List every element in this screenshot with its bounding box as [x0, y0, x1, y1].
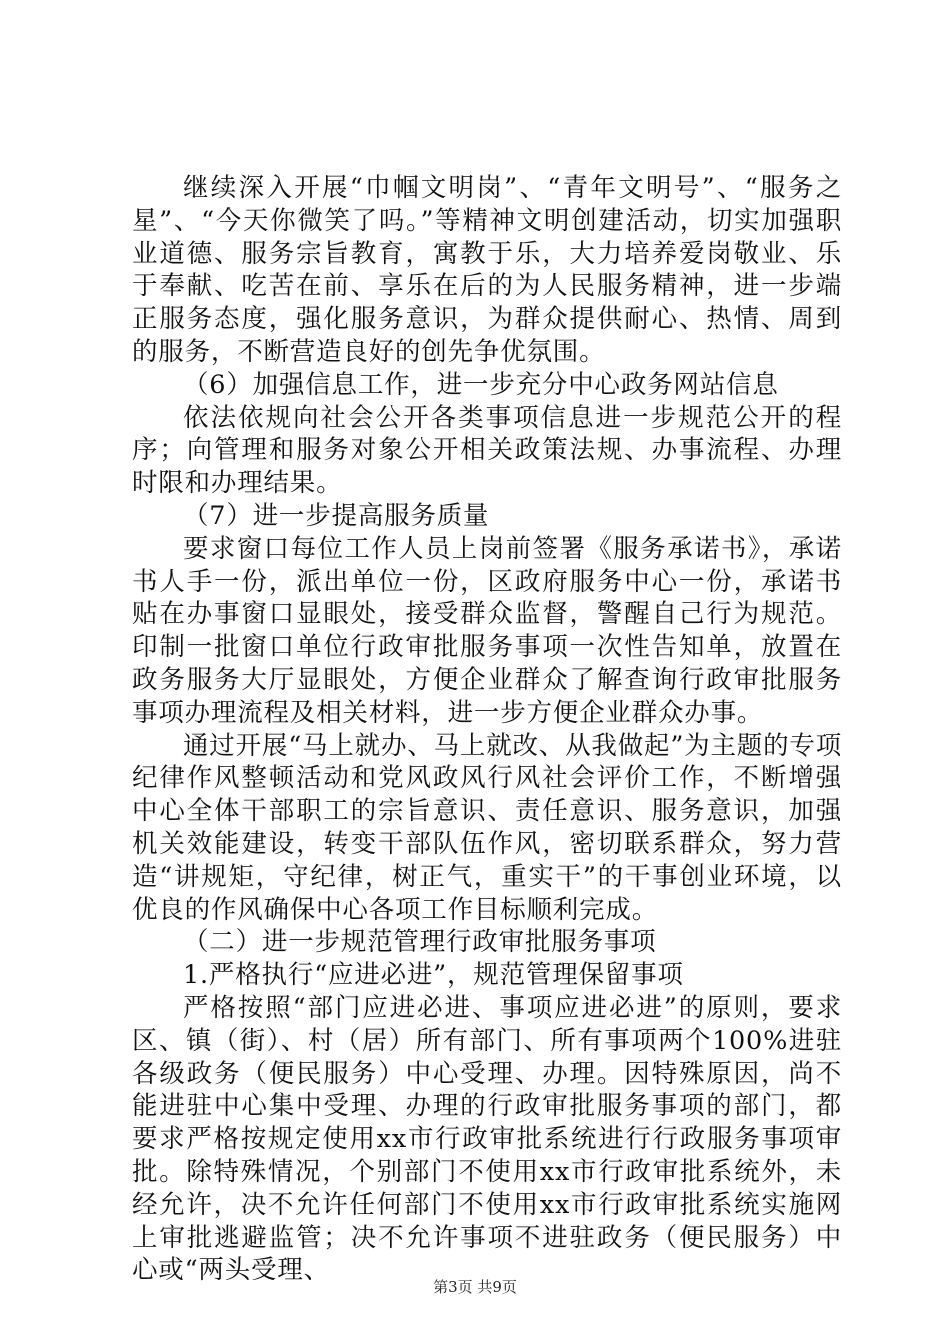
paragraph-information-disclosure: 依法依规向社会公开各类事项信息进一步规范公开的程序；向管理和服务对象公开相关政策法规、办事流程、办理时限和办理结果。	[132, 402, 842, 499]
heading-approval-management: （二）进一步规范管理行政审批服务事项	[183, 927, 657, 958]
paragraph-civilization-activities: 继续深入开展“巾帼文明岗”、“青年文明号”、“服务之星”、“今天你微笑了吗。”等精神文明创建活动，切实加强职业道德、服务宗旨教育，寓教于乐，大力培养爱岗敬业、乐于奉献、吃苦在前、享乐在后的为人民服务精神，进一步端正服务态度，强化服务意识，为群众提供耐心、热情、周到的服务，不断营造良好的创先争优氛围。	[132, 173, 842, 367]
paragraph-approval-system: 严格按照“部门应进必进、事项应进必进”的原则，要求区、镇（街）、村（居）所有部门、所有事项两个100%进驻各级政务（便民服务）中心受理、办理。因特殊原因，尚不能进驻中心集中受理、办理的行政审批服务事项的部门，都要求严格按规定使用xx市行政审批系统进行行政服务事项审批。除特殊情况，个别部门不使用xx市行政审批系统外，未经允许，决不允许任何部门不使用xx市行政审批系统实施网上审批逃避监管；决不允许事项不进驻政务（便民服务）中心或“两头受理、	[132, 992, 842, 1286]
paragraph-discipline-rectification: 通过开展“马上就办、马上就改、从我做起”为主题的专项纪律作风整顿活动和党风政风行风社会评价工作，不断增强中心全体干部职工的宗旨意识、责任意识、服务意识，加强机关效能建设，转变干部队伍作风，密切联系群众，努力营造“讲规矩，守纪律，树正气，重实干”的干事创业环境，以优良的作风确保中心各项工作目标顺利完成。	[132, 730, 842, 925]
heading-should-enter: 1.严格执行“应进必进”，规范管理保留事项	[183, 960, 684, 991]
document-body	[132, 172, 842, 1287]
paragraph-service-commitment: 要求窗口每位工作人员上岗前签署《服务承诺书》，承诺书人手一份，派出单位一份，区政府服务中心一份，承诺书贴在办事窗口显眼处，接受群众监督，警醒自己行为规范。印制一批窗口单位行政审批服务事项一次性告知单，放置在政务服务大厅显眼处，方便企业群众了解查询行政审批服务事项办理流程及相关材料，进一步方便企业群众办事。	[132, 533, 842, 728]
heading-information-work: （6）加强信息工作，进一步充分中心政务网站信息	[183, 369, 779, 400]
page-number-footer: 第3页 共9页	[433, 1278, 517, 1296]
heading-service-quality: （7）进一步提高服务质量	[183, 500, 490, 531]
